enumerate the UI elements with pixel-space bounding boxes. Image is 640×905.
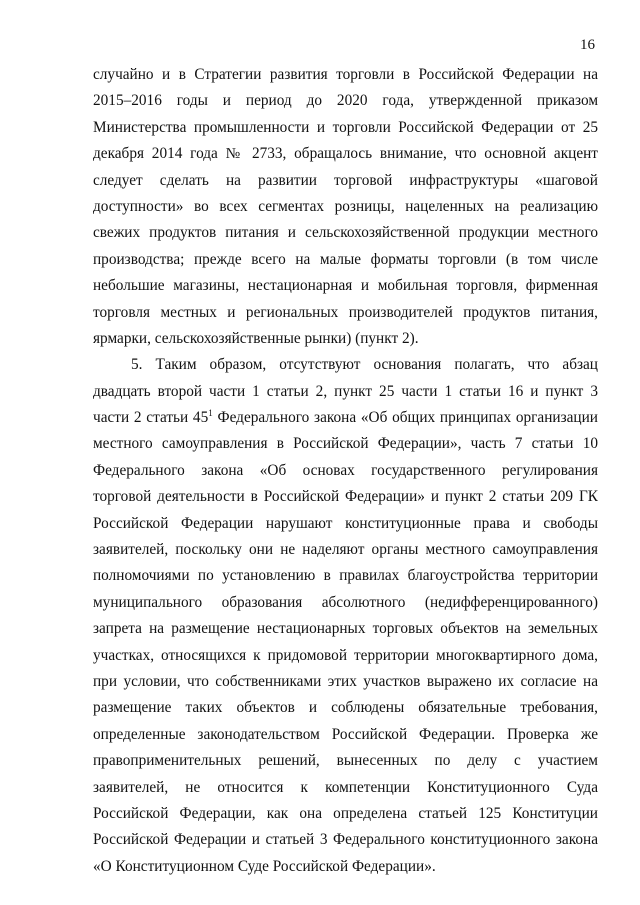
text-line: размещение таких объектов и соблюдены обязательные требования, xyxy=(93,699,598,717)
body-text xyxy=(93,62,598,880)
text-line: заявителей, не относится к компетенции Конституционного Суда xyxy=(93,778,598,796)
text-line: при условии, что собственниками этих участков выражено их согласие на xyxy=(93,672,598,690)
paragraph-start-line: 5. Таким образом, отсутствуют основания полагать, что абзац xyxy=(131,356,598,374)
text-line: следует сделать на развитии торговой инфраструктуры «шаговой xyxy=(93,171,598,189)
text-line: запрета на размещение нестационарных торговых объектов на земельных xyxy=(93,620,598,638)
text-line: Российской Федерации и статьей 3 Федерального конституционного закона xyxy=(93,831,598,849)
text-line: 2015–2016 годы и период до 2020 года, утвержденной приказом xyxy=(93,92,598,110)
text-line: муниципального образования абсолютного (недифференцированного) xyxy=(93,593,598,611)
text-line: небольшие магазины, нестационарная и мобильная торговля, фирменная xyxy=(93,277,598,295)
text-line: определенные законодательством Российской Федерации. Проверка же xyxy=(93,725,598,743)
text-line: Российской Федерации, как она определена статьей 125 Конституции xyxy=(93,804,598,822)
text-fragment: части 2 статьи 45 xyxy=(93,409,209,427)
text-line: доступности» во всех сегментах розницы, нацеленных на реализацию xyxy=(93,197,598,215)
text-line: правоприменительных решений, вынесенных по делу с участием xyxy=(93,752,598,770)
text-line: местного самоуправления в Российской Федерации», часть 7 статьи 10 xyxy=(93,435,598,453)
text-line: двадцать второй части 1 статьи 2, пункт 25 части 1 статьи 16 и пункт 3 xyxy=(93,382,598,400)
text-line: свежих продуктов питания и сельскохозяйственной продукции местного xyxy=(93,224,598,242)
text-fragment: Федерального закона «Об общих принципах организации xyxy=(212,409,598,427)
superscript: 1 xyxy=(208,408,213,419)
text-line: декабря 2014 года № 2733, обращалось внимание, что основной акцент xyxy=(93,145,598,163)
page-number: 16 xyxy=(580,37,595,53)
paragraph-end-line: «О Конституционном Суде Российской Федерации». xyxy=(93,857,436,875)
text-line: торговля местных и региональных производителей продуктов питания, xyxy=(93,303,598,321)
text-line: Российской Федерации нарушают конституционные права и свободы xyxy=(93,514,598,532)
text-line: Министерства промышленности и торговли Российской Федерации от 25 xyxy=(93,118,598,136)
text-line: торговой деятельности в Российской Федерации» и пункт 2 статьи 209 ГК xyxy=(93,488,598,506)
text-line: полномочиями по установлению в правилах благоустройства территории xyxy=(93,567,598,585)
text-line: производства; прежде всего на малые форматы торговли (в том числе xyxy=(93,250,598,268)
text-line: участках, относящихся к придомовой территории многоквартирного дома, xyxy=(93,646,598,664)
paragraph-end-line: ярмарки, сельскохозяйственные рынки) (пункт 2). xyxy=(93,329,419,347)
text-line-with-superscript xyxy=(93,405,598,431)
text-line: Федерального закона «Об основах государственного регулирования xyxy=(93,461,598,479)
text-line: случайно и в Стратегии развития торговли в Российской Федерации на xyxy=(93,66,598,83)
text-line: заявителей, поскольку они не наделяют органы местного самоуправления xyxy=(93,541,598,559)
